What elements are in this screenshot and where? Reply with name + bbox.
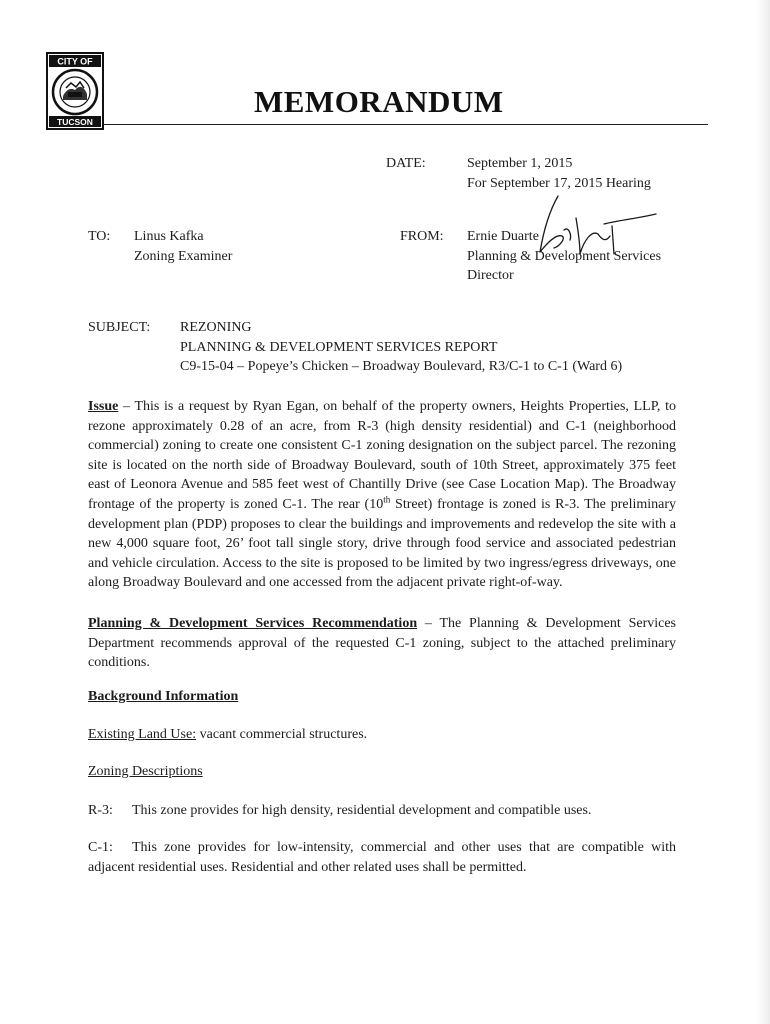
seal-bottom-text: TUCSON (57, 116, 93, 127)
to-title: Zoning Examiner (134, 249, 233, 264)
hearing-date: For September 17, 2015 Hearing (467, 176, 651, 191)
zone-description: This zone provides for high density, residential development and compatible uses. (132, 803, 592, 818)
existing-land-use-label: Existing Land Use: (88, 727, 197, 742)
zoning-descriptions-heading: Zoning Descriptions (88, 764, 203, 779)
subject-line-2: PLANNING & DEVELOPMENT SERVICES REPORT (180, 340, 498, 355)
memo-title: MEMORANDUM (254, 84, 504, 119)
zone-definition-r3 (88, 801, 676, 821)
issue-paragraph (88, 397, 676, 593)
from-name: Ernie Duarte (467, 229, 539, 244)
header-rule (104, 124, 708, 125)
subject-line-1: REZONING (180, 320, 252, 335)
recommendation-paragraph (88, 614, 676, 673)
recommendation-text: – The Planning & Development Services Department recommends approval of the requested C-1 zoning, subject to the attached preliminary conditions. (88, 616, 677, 671)
seal-top-text: CITY OF (57, 56, 93, 67)
from-title: Planning & Development Services (467, 249, 662, 264)
issue-heading: Issue (88, 399, 119, 414)
existing-land-use-value: vacant commercial structures. (196, 727, 368, 742)
subject-line-3: C9-15-04 – Popeye’s Chicken – Broadway Boulevard, R3/C-1 to C-1 (Ward 6) (180, 359, 623, 374)
date-label: DATE: (386, 156, 426, 171)
subject-label: SUBJECT: (88, 320, 151, 335)
existing-land-use (88, 727, 367, 743)
zone-code: C-1: (88, 840, 113, 855)
city-of-tucson-seal-logo (46, 52, 104, 130)
zone-description: This zone provides for low-intensity, commercial and other uses that are compatible with adjacent residential uses. Residential and other related uses shall be permitted. (88, 840, 676, 875)
recommendation-heading: Planning & Development Services Recommendation (88, 616, 418, 631)
issue-text-b: Street) frontage is zoned is R-3. The preliminary development plan (PDP) proposes to clear the buildings and improvements and redevelop the site with a new 4,000 square foot, 26’ foot tall single story, drive through food service and associated pedestrian and vehicle circulation. Access to the site is proposed to be limited by two ingress/egress driveways, one along Broadway Boulevard and one accessed from the adjacent private right-of-way. (88, 496, 677, 591)
zone-code: R-3: (88, 803, 113, 818)
zone-definition-c1 (88, 838, 676, 877)
handwritten-signature (520, 190, 670, 260)
scan-edge (756, 0, 770, 1024)
from-title-continued: Director (467, 268, 514, 283)
to-label: TO: (88, 229, 111, 244)
background-heading: Background Information (88, 689, 239, 704)
date-value: September 1, 2015 (467, 156, 573, 171)
issue-text-a: – This is a request by Ryan Egan, on behalf of the property owners, Heights Properties, LLP, to rezone approximately 0.28 of an acre, from R-3 (high density residential) and C-1 (neighborhood commercial) zoning to create one consistent C-1 zoning designation on the subject parcel. The rezoning site is located on the north side of Broadway Boulevard, south of 10th Street, approximately 375 feet east of Leonora Avenue and 585 feet west of Chantilly Drive (see Case Location Map). The Broadway frontage of the property is zoned C-1. The rear (10 (88, 399, 676, 512)
issue-superscript: th (383, 494, 391, 505)
to-name: Linus Kafka (134, 229, 204, 244)
from-label: FROM: (400, 229, 444, 244)
